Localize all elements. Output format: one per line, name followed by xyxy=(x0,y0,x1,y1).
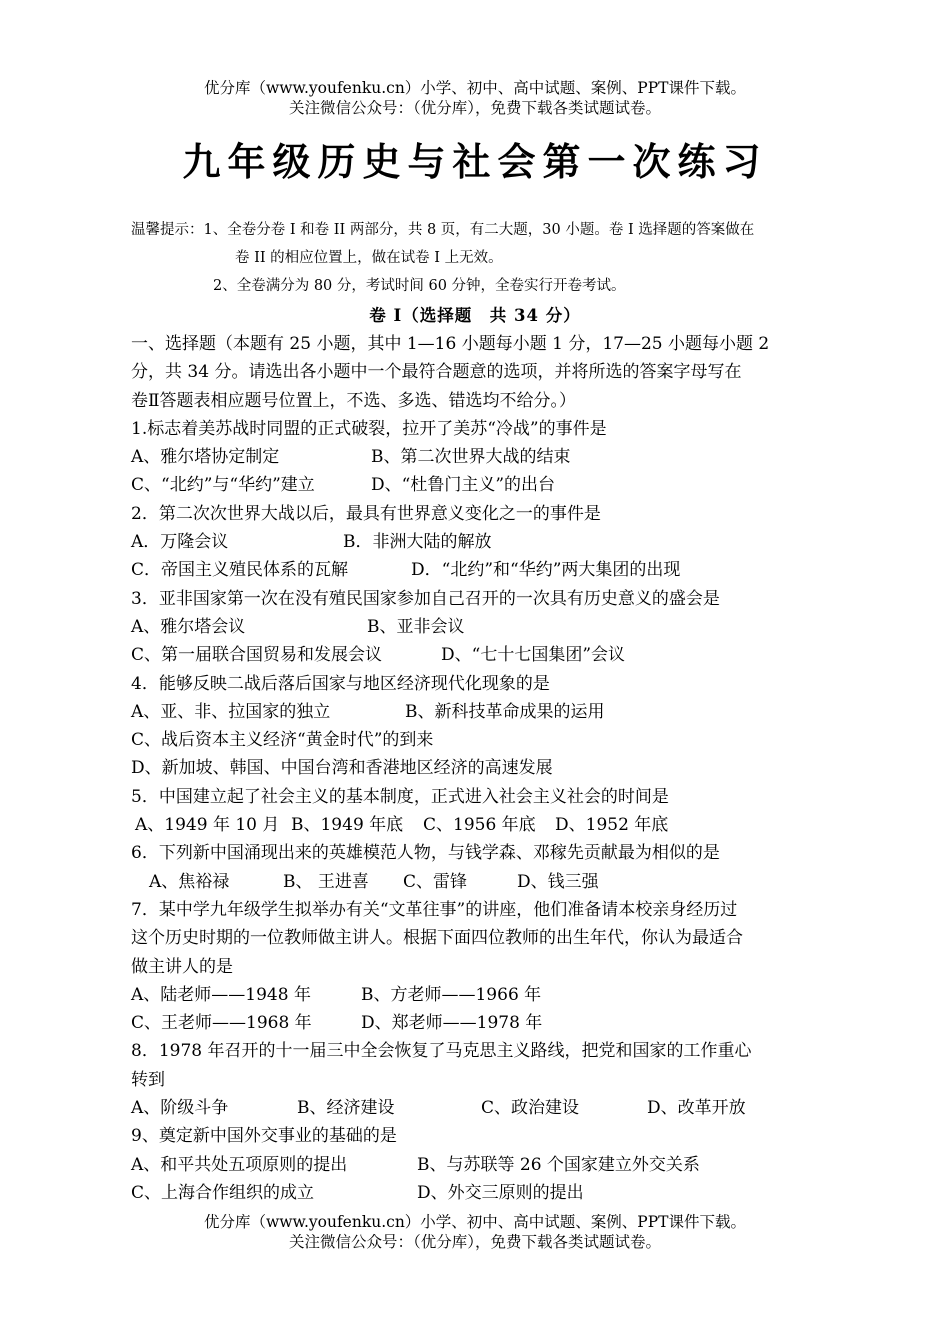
option-row xyxy=(131,613,831,641)
tip-line-2: 卷 II 的相应位置上，做在试卷 I 上无效。 xyxy=(235,250,503,266)
tip-line-3: 2、全卷满分为 80 分，考试时间 60 分钟，全卷实行开卷考试。 xyxy=(213,278,626,294)
option-row xyxy=(131,641,831,669)
option: A、1949 年 10 月 xyxy=(135,815,280,836)
option: C．帝国主义殖民体系的瓦解 xyxy=(131,560,349,581)
site-footer-line-1: 优分库（www.youfenku.cn）小学、初中、高中试题、案例、PPT课件下载。 xyxy=(203,1213,747,1231)
intro-line: 分，共 34 分。请选出各小题中一个最符合题意的选项，并将所选的答案字母写在 xyxy=(131,362,742,383)
option: D、改革开放 xyxy=(647,1098,746,1119)
option: D、“杜鲁门主义”的出台 xyxy=(371,475,556,496)
option: B、与苏联等 26 个国家建立外交关系 xyxy=(417,1154,700,1175)
option: D、钱三强 xyxy=(517,871,599,892)
option-row xyxy=(131,1094,831,1122)
intro-line: 卷Ⅱ答题表相应题号位置上，不选、多选、错选均不给分。） xyxy=(131,390,577,411)
option: C、1956 年底 xyxy=(423,815,536,836)
question-stem: 9、奠定新中国外交事业的基础的是 xyxy=(131,1126,397,1147)
option: A．万隆会议 xyxy=(131,532,229,553)
option: C、王老师——1968 年 xyxy=(131,1013,312,1034)
question-stem: 做主讲人的是 xyxy=(131,956,233,977)
question-stem: 7．某中学九年级学生拟举办有关“文革往事”的讲座，他们准备请本校亲身经历过 xyxy=(131,899,738,920)
question-stem: 5．中国建立起了社会主义的基本制度，正式进入社会主义社会的时间是 xyxy=(131,786,669,807)
option: A、阶级斗争 xyxy=(131,1098,229,1119)
option: D、新加坡、韩国、中国台湾和香港地区经济的高速发展 xyxy=(131,758,553,779)
option: A、和平共处五项原则的提出 xyxy=(131,1154,348,1175)
option-row xyxy=(131,471,831,499)
option: C、政治建设 xyxy=(481,1098,580,1119)
option: D、“七十七国集团”会议 xyxy=(441,645,626,666)
question-stem: 1.标志着美苏战时同盟的正式破裂，拉开了美苏“冷战”的事件是 xyxy=(131,418,607,439)
option-row xyxy=(131,868,831,896)
option: B．非洲大陆的解放 xyxy=(343,532,492,553)
option: C、“北约”与“华约”建立 xyxy=(131,475,315,496)
option-row xyxy=(131,556,831,584)
option: B、方老师——1966 年 xyxy=(361,984,542,1005)
option: D、郑老师——1978 年 xyxy=(361,1013,543,1034)
option: B、 王进喜 xyxy=(283,871,369,892)
site-footer-line-2: 关注微信公众号：（优分库），免费下载各类试题试卷。 xyxy=(288,1233,661,1251)
option: C、第一届联合国贸易和发展会议 xyxy=(131,645,383,666)
option: B、第二次世界大战的结束 xyxy=(371,447,571,468)
question-stem: 2．第二次次世界大战以后，最具有世界意义变化之一的事件是 xyxy=(131,503,601,524)
question-stem: 4．能够反映二战后落后国家与地区经济现代化现象的是 xyxy=(131,673,550,694)
option: B、新科技革命成果的运用 xyxy=(405,701,605,722)
option: D、外交三原则的提出 xyxy=(417,1182,584,1203)
option: D．“北约”和“华约”两大集团的出现 xyxy=(411,560,681,581)
option: B、经济建设 xyxy=(297,1098,395,1119)
intro-line: 一、选择题（本题有 25 小题，其中 1—16 小题每小题 1 分，17—25 小题每小题 2 xyxy=(131,334,770,354)
option-row xyxy=(131,754,831,782)
option-row xyxy=(131,1179,831,1207)
option: A、雅尔塔协定制定 xyxy=(131,447,280,468)
question-stem: 6．下列新中国涌现出来的英雄模范人物，与钱学森、邓稼先贡献最为相似的是 xyxy=(131,843,720,864)
option-row xyxy=(131,443,831,471)
question-stem: 这个历史时期的一位教师做主讲人。根据下面四位教师的出生年代，你认为最适合 xyxy=(131,928,743,949)
question-stem: 3．亚非国家第一次在没有殖民国家参加自己召开的一次具有历史意义的盛会是 xyxy=(131,588,720,609)
option: D、1952 年底 xyxy=(555,815,669,836)
option-row xyxy=(131,698,831,726)
option-row xyxy=(131,1151,831,1179)
site-header-line-2: 关注微信公众号：（优分库），免费下载各类试题试卷。 xyxy=(288,99,661,117)
option-row xyxy=(131,1009,831,1037)
option: A、雅尔塔会议 xyxy=(131,616,246,637)
exam-body xyxy=(131,330,831,1207)
option-row xyxy=(131,811,831,839)
tip-line-1: 温馨提示：1、全卷分卷 I 和卷 II 两部分，共 8 页，有二大题，30 小题。卷 I 选择题的答案做在 xyxy=(131,222,755,238)
option: C、战后资本主义经济“黄金时代”的到来 xyxy=(131,730,434,751)
option-row xyxy=(131,726,831,754)
option: A、亚、非、拉国家的独立 xyxy=(131,701,331,722)
option: A、焦裕禄 xyxy=(149,871,230,892)
question-stem: 8．1978 年召开的十一届三中全会恢复了马克思主义路线，把党和国家的工作重心 xyxy=(131,1041,752,1062)
option-row xyxy=(131,528,831,556)
section-heading: 卷 Ⅰ（选择题 共 34 分） xyxy=(369,306,581,325)
option: C、雷锋 xyxy=(403,871,468,892)
option: C、上海合作组织的成立 xyxy=(131,1182,315,1203)
site-header-line-1: 优分库（www.youfenku.cn）小学、初中、高中试题、案例、PPT课件下载。 xyxy=(203,79,747,97)
option: B、1949 年底 xyxy=(291,815,404,836)
option: B、亚非会议 xyxy=(367,616,465,637)
option-row xyxy=(131,981,831,1009)
question-stem: 转到 xyxy=(131,1069,165,1090)
exam-title: 九年级历史与社会第一次练习 xyxy=(182,140,768,184)
option: A、陆老师——1948 年 xyxy=(131,984,311,1005)
